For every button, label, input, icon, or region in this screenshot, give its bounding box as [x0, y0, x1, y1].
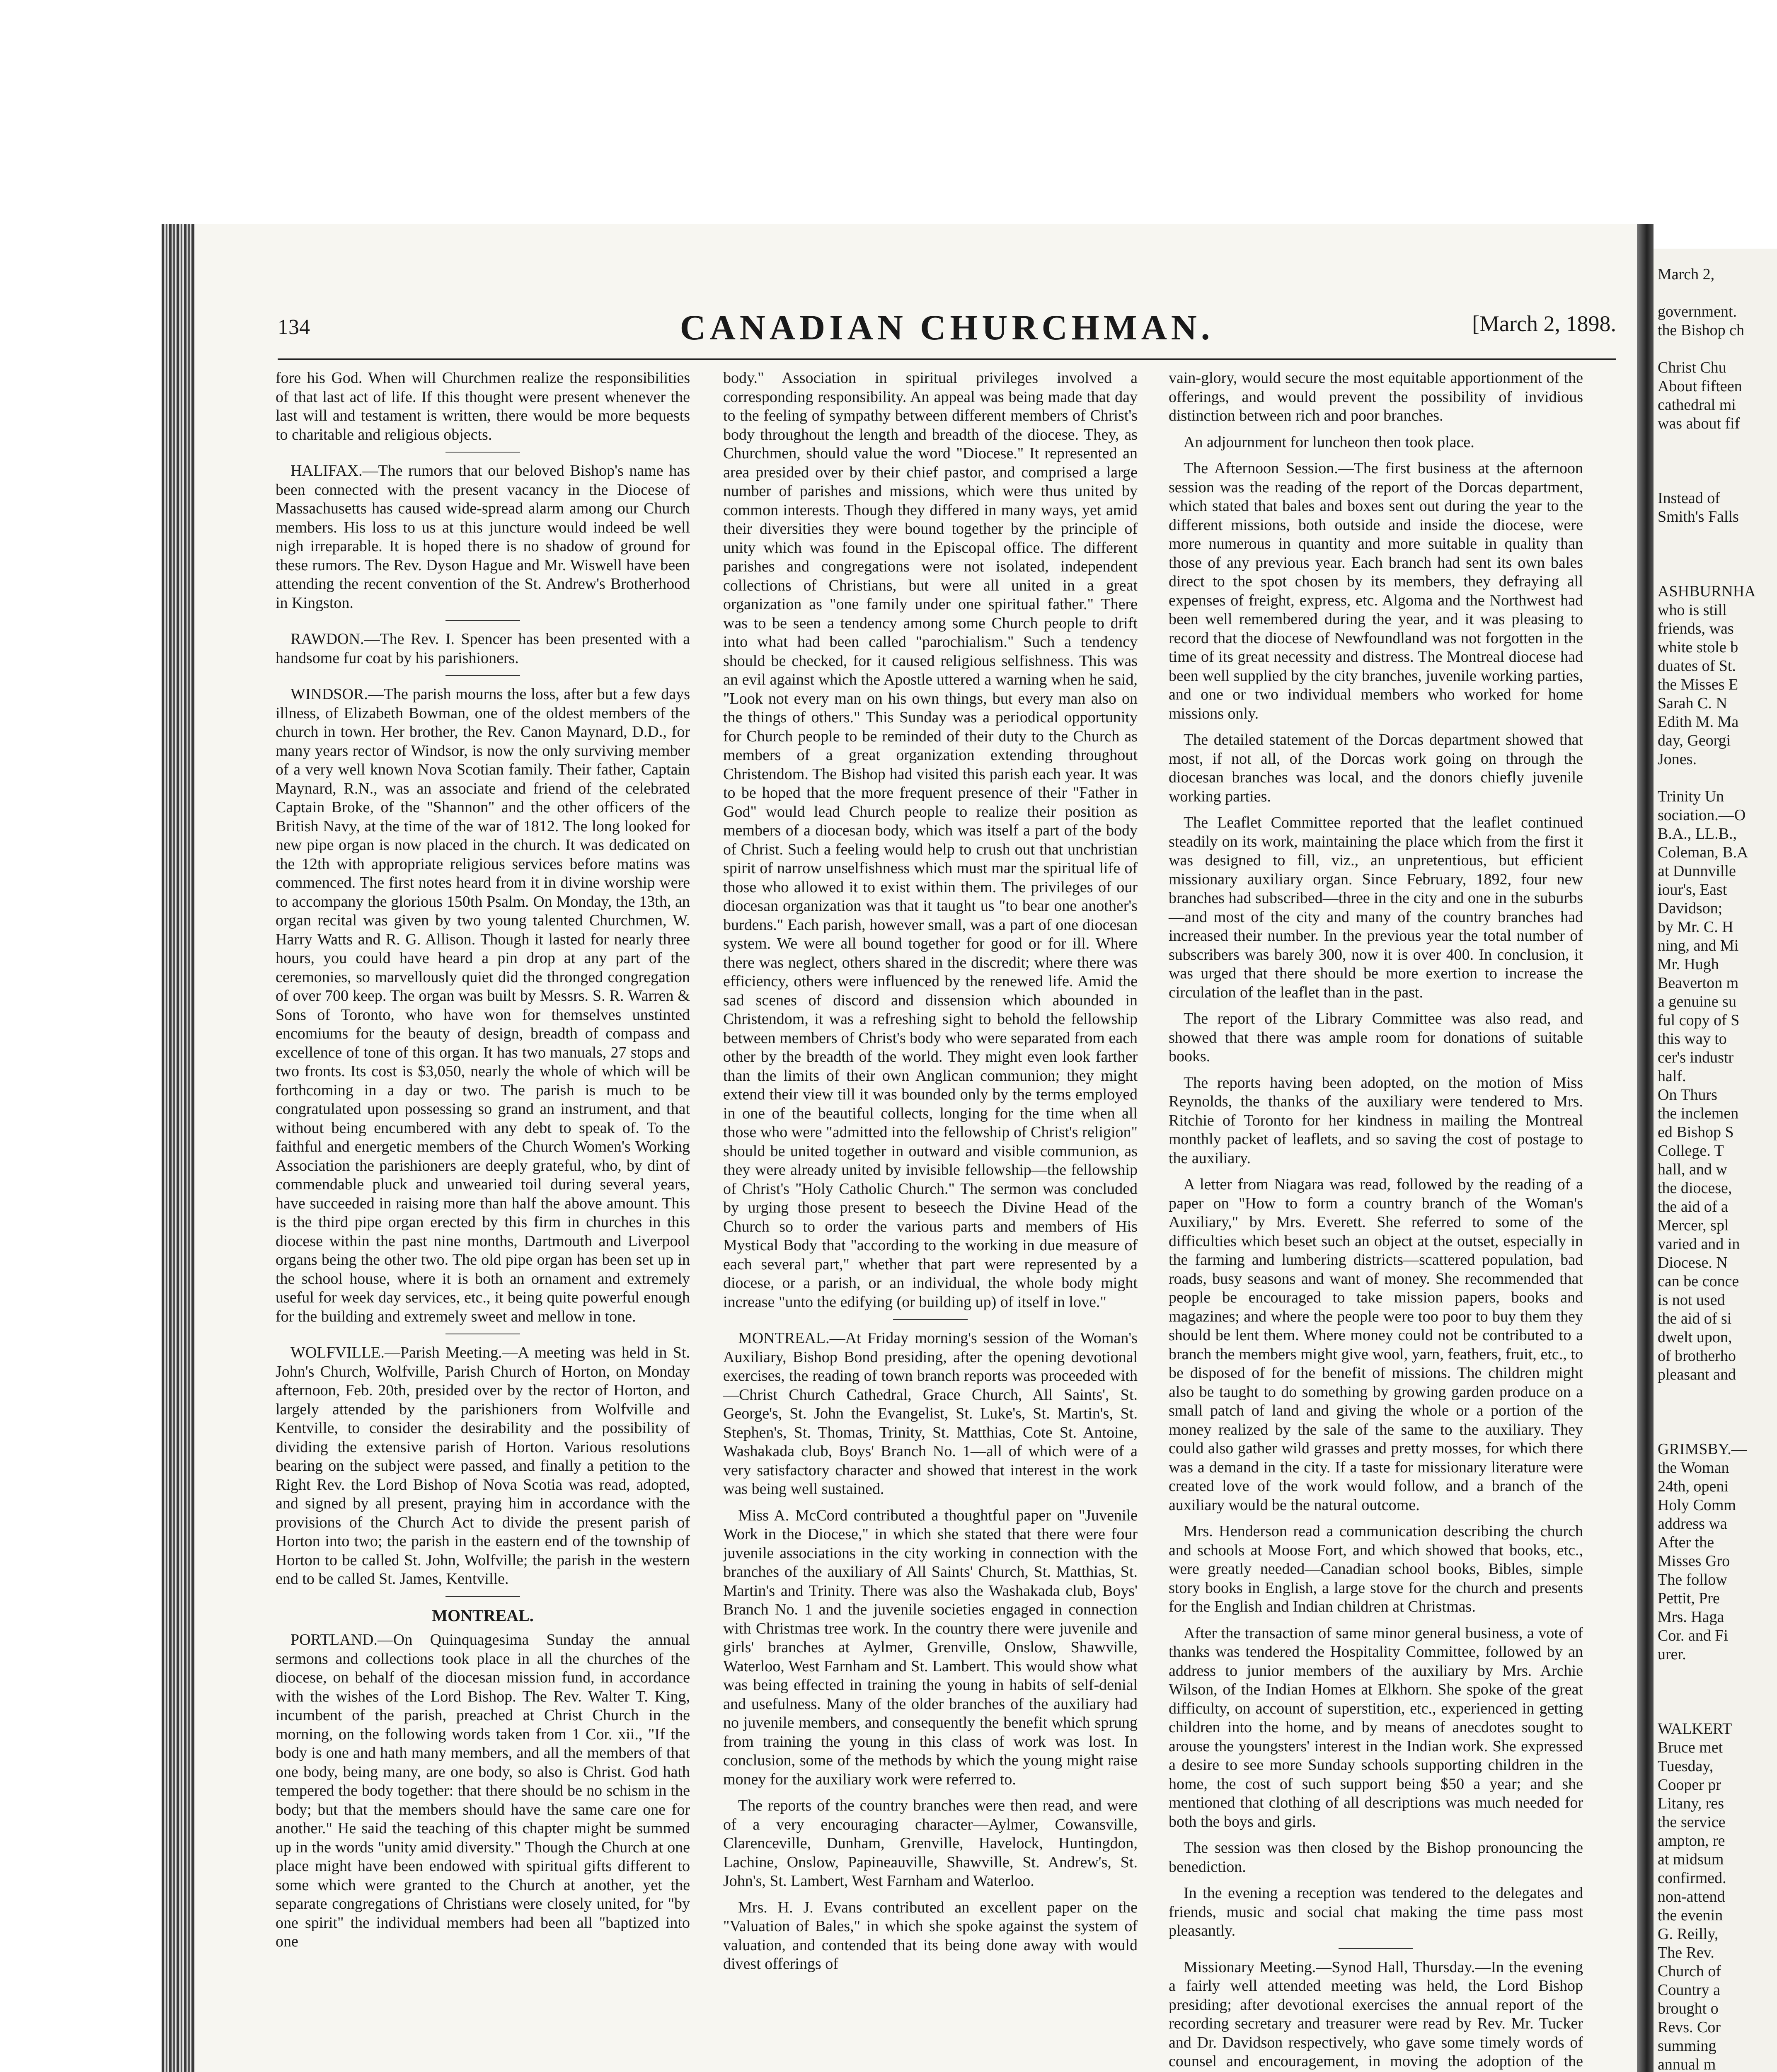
next-page-line: friends, was	[1658, 620, 1734, 637]
paragraph: HALIFAX.—The rumors that our beloved Bishop's name has been connected with the present vacancy in the Diocese of Massachusetts has caused wide-spread alarm among our Church members. His loss to us at this juncture would indeed be well nigh irreparable. It is hoped there is no shadow of ground for these rumors. The Rev. Dyson Hague and Mr. Wiswell have been attending the recent convention of the St. Andrew's Brotherhood in Kingston.	[276, 462, 690, 612]
next-page-line	[1658, 452, 1777, 470]
next-page-line: government.	[1658, 303, 1737, 320]
next-page-line: Bruce met	[1658, 1739, 1723, 1756]
next-page-line: a genuine su	[1658, 993, 1736, 1010]
next-page-line: Cooper pr	[1658, 1776, 1721, 1794]
next-page-line: Cor. and Fi	[1658, 1627, 1728, 1644]
next-page-line: half.	[1658, 1067, 1686, 1085]
divider	[445, 620, 520, 621]
next-page-line	[1658, 1664, 1777, 1682]
next-page-line: ampton, re	[1658, 1832, 1725, 1849]
next-page-line: at Dunnville	[1658, 862, 1736, 880]
next-page-line: ning, and Mi	[1658, 937, 1739, 954]
next-page-line: non-attend	[1658, 1888, 1725, 1905]
next-page-line: varied and in	[1658, 1235, 1740, 1253]
next-page-line: day, Georgi	[1658, 732, 1731, 749]
next-page-line: address wa	[1658, 1515, 1727, 1532]
next-page-line: Davidson;	[1658, 900, 1723, 917]
page-gutter-shadow	[1637, 224, 1654, 2072]
next-page-line: March 2,	[1658, 266, 1715, 283]
next-page-line: Sarah C. N	[1658, 695, 1727, 712]
paragraph: PORTLAND.—On Quinquagesima Sunday the annual sermons and collections took place in all the churches of the diocese, on behalf of the diocesan mission fund, in accordance with the wishes of the Lord Bishop. The Rev. Walter T. King, incumbent of the parish, preached at Christ Church in the morning, on the following words taken from 1 Cor. xii., "If the body is one and hath many members, and all the members of that one body, being many, are one body, so also is Christ. God hath tempered the body together: that there should be no schism in the body; but that the members should have the same care one for another." He said the teaching of this chapter might be summed up in the words "unity amid diversity." Though the Church at one place might have been endowed with spiritual gifts different to some which were granted to the Church at another, yet the separate congregations of Christians were closely united, for "by one spirit" the individual members had been all "baptized into one	[276, 1631, 690, 1950]
next-page-line: confirmed.	[1658, 1869, 1726, 1887]
book-binding	[162, 224, 195, 2072]
next-page-fragment	[1654, 249, 1777, 2072]
next-page-line	[1658, 1421, 1777, 1440]
next-page-line: Misses Gro	[1658, 1552, 1730, 1570]
paragraph: vain-glory, would secure the most equitable apportionment of the offerings, and would prevent the possibility of invidious distinction between rich and poor branches.	[1169, 369, 1583, 424]
next-page-line: 24th, openi	[1658, 1478, 1729, 1495]
next-page-line: Smith's Falls	[1658, 508, 1739, 525]
next-page-line: the inclemen	[1658, 1105, 1739, 1122]
next-page-line	[1658, 1701, 1777, 1720]
next-page-line: Coleman, B.A	[1658, 844, 1748, 861]
next-page-line: summing	[1658, 2037, 1716, 2055]
paragraph: Mrs. H. J. Evans contributed an excellent paper on the "Valuation of Bales," in which she spoke against the system of valuation, and contended that its being done away with would divest offerings of	[723, 1898, 1138, 1973]
paragraph: fore his God. When will Churchmen realize the responsibilities of that last act of life. If this thought were present whenever the last will and testament is written, there would be more bequests to charitable and religious objects.	[276, 369, 690, 443]
next-page-line: by Mr. C. H	[1658, 918, 1733, 936]
paragraph: Miss A. McCord contributed a thoughtful paper on "Juvenile Work in the Diocese," in which she stated that there were four juvenile associations in the city working in connection with the branches of the auxiliary of All Saints' Church, St. Matthias, St. Martin's and Trinity. There was also the Washakada club, Boys' Branch No. 1 and the juvenile societies engaged in connection with Christmas tree work. In the country there were juvenile and girls' branches at Aylmer, Grenville, Onslow, Shawville, Waterloo, West Farnham and St. Lambert. This would show what was being effected in training the young in habits of self-denial and usefulness. Many of the older branches of the auxiliary had no juvenile members, and consequently the benefit which sprung from training the young in this class of work was lost. In conclusion, some of the methods by which the young might raise money for the auxiliary work were referred to.	[723, 1506, 1138, 1788]
paragraph: WOLFVILLE.—Parish Meeting.—A meeting was held in St. John's Church, Wolfville, Parish Church of Horton, on Monday afternoon, Feb. 20th, presided over by the rector of Horton, and largely attended by the parishioners from Wolfville and Kentville, to consider the desirability and the possibility of dividing the extensive parish of Horton. Various resolutions bearing on the subject were passed, and finally a petition to the Right Rev. the Lord Bishop of Nova Scotia was read, adopted, and signed by all present, praying him in accordance with the provisions of the Church Act to divide the present parish of Horton into two; the parish in the eastern end of the township of Horton to be called St. John, Wolfville; the parish in the western end to be called St. James, Kentville.	[276, 1344, 690, 1588]
next-page-line	[1658, 433, 1777, 452]
next-page-line: ful copy of S	[1658, 1012, 1740, 1029]
next-page-line: can be conce	[1658, 1273, 1739, 1290]
divider	[893, 1319, 968, 1320]
page-number: 134	[278, 315, 310, 339]
next-page-line: Country a	[1658, 1981, 1720, 1999]
paragraph: The session was then closed by the Bishop pronouncing the benediction.	[1169, 1839, 1583, 1876]
next-page-line: Trinity Un	[1658, 788, 1724, 805]
next-page-line: Pettit, Pre	[1658, 1590, 1720, 1607]
next-page-line: Church of	[1658, 1963, 1721, 1980]
next-page-line: the diocese,	[1658, 1179, 1732, 1197]
next-page-line: dwelt upon,	[1658, 1329, 1732, 1346]
next-page-line: this way to	[1658, 1030, 1727, 1048]
next-page-line: iour's, East	[1658, 881, 1727, 898]
next-page-line: pleasant and	[1658, 1366, 1736, 1383]
paragraph: The reports having been adopted, on the motion of Miss Reynolds, the thanks of the auxiliary were tendered to Mrs. Ritchie of Toronto for her kindness in mailing the Montreal monthly packet of leaflets, and so saving the cost of postage to the auxiliary.	[1169, 1074, 1583, 1167]
next-page-line: was about fif	[1658, 415, 1740, 432]
next-page-line: Christ Chu	[1658, 359, 1726, 376]
next-page-line: The Rev.	[1658, 1944, 1714, 1961]
next-page-text	[1658, 265, 1777, 2072]
header-rule	[278, 358, 1616, 360]
next-page-line: Diocese. N	[1658, 1254, 1728, 1271]
next-page-line	[1658, 545, 1777, 564]
section-heading: MONTREAL.	[432, 1606, 534, 1625]
paragraph: body." Association in spiritual privileges involved a corresponding responsibility. An appeal was being made that day to the feeling of sympathy between different members of Christ's body throughout the length and breadth of the diocese. They, as Churchmen, should value the word "Diocese." It represented an area presided over by their chief pastor, and comprised a large number of parishes and missions, which were thus united by common interests. Though they differed in many ways, yet amid their diversities they were bound together by the principle of unity which was found in the Episcopal office. The different parishes and congregations were not isolated, independent collections of Christians, but were all united in a great organization as "one family under one spiritual father." There was to be seen a tendency among some Church people to drift into what had been called "parochialism." Such a tendency should be checked, for it caused religious selfishness. This was an evil against which the Apostle uttered a warning when he said, "Look not every man on his own things, but every man also on the things of others." This Sunday was a periodical opportunity for Church people to be reminded of their duty to the Church as members of a great organization extending throughout Christendom. The Bishop had visited this parish each year. It was to be hoped that the more frequent presence of their "Father in God" would lead Church people to realize their position as members of a diocesan body, which was itself a part of the body of Christ. Such a feeling would help to crush out that unchristian spirit of narrow unselfishness which must mar the spiritual life of those who allowed it to exist within them. The privileges of our diocesan organization was that it taught us "to bear one another's burdens." Each parish, however small, was a part of one diocesan system. We were all bound together for good or for ill. Where there was neglect, others shared in the discredit; where there was efficiency, others were influenced by the renewed life. Amid the sad scenes of discord and dissension which abounded in Christendom, it was a refreshing sight to behold the fellowship between members of Christ's body who were separated from each other by the breadth of the world. They might even look farther than the limits of their own Anglican communion; they might extend their view till it was bounded only by the terms employed in one of the beautiful collects, longing for the time when all those who were "admitted into the fellowship of Christ's religion" should be united together in outward and visible communion, as they were already united by invisible fellowship—the fellowship of Christ's "Holy Catholic Church." The sermon was concluded by urging those present to beseech the Divine Head of the Church so to order the various parts and members of His Mystical Body that "according to the working in due measure of each several part," whether that part were represented by a diocese, or a parish, or an individual, the whole body might increase "unto the edifying (or building up) of itself in love."	[723, 369, 1138, 1311]
header-date: [March 2, 1898.	[1472, 311, 1616, 336]
paragraph: An adjournment for luncheon then took place.	[1184, 433, 1474, 451]
column-2	[723, 369, 1138, 1981]
next-page-line	[1658, 340, 1777, 358]
next-page-line: ed Bishop S	[1658, 1123, 1734, 1141]
next-page-line: the Woman	[1658, 1459, 1729, 1477]
next-page-line: WALKERT	[1658, 1720, 1732, 1738]
next-page-line	[1658, 769, 1777, 787]
next-page-line: ASHBURNHA	[1658, 583, 1756, 600]
paragraph: The report of the Library Committee was also read, and showed that there was ample room for donations of suitable books.	[1169, 1010, 1583, 1065]
next-page-line: Instead of	[1658, 489, 1720, 507]
next-page-line: who is still	[1658, 601, 1727, 619]
next-page-line: white stole b	[1658, 639, 1738, 656]
paragraph: The reports of the country branches were then read, and were of a very encouraging character—Aylmer, Cowansville, Clarenceville, Dunham, Grenville, Havelock, Huntingdon, Lachine, Onslow, Papineauville, Shawville, St. Andrew's, St. John's, St. Lambert, West Farnham and Waterloo.	[723, 1797, 1138, 1890]
column-3	[1169, 369, 1583, 2072]
next-page-line: cer's industr	[1658, 1049, 1734, 1066]
next-page-line: Mercer, spl	[1658, 1217, 1729, 1234]
next-page-line: Edith M. Ma	[1658, 713, 1739, 731]
next-page-line: Tuesday,	[1658, 1757, 1714, 1775]
next-page-line: GRIMSBY.—	[1658, 1440, 1747, 1458]
next-page-line: College. T	[1658, 1142, 1724, 1159]
paragraph: The Afternoon Session.—The first business at the afternoon session was the reading of the report of the Dorcas department, which stated that bales and boxes sent out during the year to the different missions, both outside and inside the diocese, were more numerous in quantity and more suitable in quality than those of any previous year. Each branch had sent its own bales direct to the spot chosen by its members, they defraying all expenses of freight, express, etc. Algoma and the Northwest had been well remembered during the year, and it was pleasing to record that the diocese of Newfoundland was not forgotten in the time of its great necessity and distress. The Montreal diocese had been well supplied by the city branches, juvenile working parties, and one or two individual members who worked for home missions only.	[1169, 460, 1583, 722]
paragraph: MONTREAL.—At Friday morning's session of the Woman's Auxiliary, Bishop Bond presiding, after the opening devotional exercises, the reading of town branch reports was proceeded with—Christ Church Cathedral, Grace Church, All Saints', St. George's, St. John the Evangelist, St. Luke's, St. Martin's, St. Stephen's, St. Thomas, Trinity, St. Matthias, Cote St. Antoine, Washakada club, Boys' Branch No. 1—all of which were of a very satisfactory character and showed that interest in the work was being well sustained.	[723, 1329, 1138, 1498]
next-page-line: B.A., LL.B.,	[1658, 825, 1737, 842]
paragraph: RAWDON.—The Rev. I. Spencer has been presented with a handsome fur coat by his parishioners.	[276, 630, 690, 667]
paragraph: In the evening a reception was tendered to the delegates and friends, music and social chat making the time pass most pleasantly.	[1169, 1884, 1583, 1939]
next-page-line	[1658, 526, 1777, 545]
next-page-line: G. Reilly,	[1658, 1925, 1719, 1943]
masthead-title: CANADIAN CHURCHMAN.	[680, 307, 1214, 347]
next-page-line: of brotherho	[1658, 1347, 1736, 1365]
next-page-line: Mr. Hugh	[1658, 956, 1719, 973]
next-page-line	[1658, 470, 1777, 489]
next-page-line: sociation.—O	[1658, 806, 1746, 824]
next-page-line: hall, and w	[1658, 1161, 1727, 1178]
next-page-line: the aid of si	[1658, 1310, 1732, 1327]
divider	[445, 452, 520, 453]
next-page-line: duates of St.	[1658, 657, 1736, 675]
next-page-line	[1658, 1384, 1777, 1403]
next-page-line: Litany, res	[1658, 1795, 1724, 1812]
divider	[1339, 1948, 1413, 1949]
paragraph: A letter from Niagara was read, followed by the reading of a paper on "How to form a country branch of the Woman's Auxiliary," by Mrs. Everett. She referred to some of the difficulties which beset such an object at the outset, especially in the farming and lumbering districts—scattered population, bad roads, busy seasons and want of money. She recommended that people be encouraged to take mission papers, books and magazines; and where the people were too poor to buy them they should be lent them. Where money could not be contributed to a branch the members might give wool, yarn, feathers, fruit, etc., to be disposed of for the benefit of missions. The children might also be taught to do something by growing garden produce on a small patch of land and giving the whole or a portion of the money realized by the sale of the same to the auxiliary. They could also gather wild grasses and pretty mosses, for which there was a demand in the city. If a taste for missionary literature were created love of the work would follow, and a branch of the auxiliary would be the natural outcome.	[1169, 1176, 1583, 1514]
next-page-line: cathedral mi	[1658, 396, 1736, 414]
paragraph: Missionary Meeting.—Synod Hall, Thursday.—In the evening a fairly well attended meeting was held, the Lord Bishop presiding; after devotional exercises the annual report of the recording secretary and treasurer were read by Rev. Mr. Tucker and Dr. Davidson respectively, who gave some timely words of counsel and encouragement, in moving the adoption of the	[1169, 1958, 1583, 2070]
next-page-line: Revs. Cor	[1658, 2019, 1721, 2036]
next-page-line: Beaverton m	[1658, 974, 1739, 992]
divider	[445, 1596, 520, 1597]
next-page-line	[1658, 564, 1777, 582]
next-page-line: The follow	[1658, 1571, 1727, 1588]
next-page-line: the aid of a	[1658, 1198, 1728, 1215]
next-page-line	[1658, 1403, 1777, 1421]
next-page-line: the Bishop ch	[1658, 322, 1744, 339]
paragraph: The detailed statement of the Dorcas department showed that most, if not all, of the Dorcas work going on through the diocesan branches was local, and the donors chiefly juvenile working parties.	[1169, 731, 1583, 805]
page-header	[278, 307, 1616, 352]
paragraph: The Leaflet Committee reported that the leaflet continued steadily on its work, maintaining the place which from the first it was designed to fill, viz., an unpretentious, but efficient missionary auxiliary organ. Since February, 1892, four new branches had subscribed—three in the city and one in the suburbs—and most of the city and many of the country branches had increased their number. In the previous year the total number of subscribers was barely 300, now it is over 400. In conclusion, it was urged that there should be more exertion to increase the circulation of the leaflet than in the past.	[1169, 814, 1583, 1001]
next-page-line: at midsum	[1658, 1851, 1724, 1868]
next-page-line: brought o	[1658, 2000, 1719, 2017]
next-page-line: the Misses E	[1658, 676, 1738, 693]
next-page-line: urer.	[1658, 1646, 1686, 1663]
next-page-line	[1658, 1682, 1777, 1701]
next-page-line: the evenin	[1658, 1907, 1723, 1924]
next-page-line: After the	[1658, 1534, 1714, 1551]
next-page-line: Holy Comm	[1658, 1496, 1736, 1514]
paragraph: Mrs. Henderson read a communication describing the church and schools at Moose Fort, and which showed that books, etc., were greatly needed—Canadian school books, Bibles, simple story books in English, a large stove for the church and presents for the English and Indian children at Christmas.	[1169, 1523, 1583, 1615]
next-page-line: On Thurs	[1658, 1086, 1717, 1104]
divider	[445, 675, 520, 676]
next-page-line: is not used	[1658, 1291, 1725, 1309]
paragraph: WINDSOR.—The parish mourns the loss, after but a few days illness, of Elizabeth Bowman, one of the oldest members of the church in town. Her brother, the Rev. Canon Maynard, D.D., for many years rector of Windsor, is now the only surviving member of a very well known Nova Scotian family. Their father, Captain Maynard, R.N., was an associate and friend of the celebrated Captain Broke, of the "Shannon" and the other officers of the British Navy, at the time of the war of 1812. The long looked for new pipe organ is now placed in the church. It was dedicated on the 12th with appropriate religious services before matins was commenced. The first notes heard from it in divine worship were to accompany the glorious 150th Psalm. On Monday, the 13th, an organ recital was given by two young talented Churchmen, W. Harry Watts and R. G. Allison. Though it lasted for nearly three hours, you could have heard a pin drop at any part of the ceremonies, so marvellously quiet did the thronged congregation of over 700 keep. The organ was built by Messrs. S. R. Warren & Sons of Toronto, who have won for themselves unstinted encomiums for the beauty of design, breadth of compass and excellence of tone of this organ. It has two manuals, 27 stops and two fronts. Its cost is $3,050, nearly the whole of which will be forthcoming in a day or two. The parish is much to be congratulated upon possessing so grand an instrument, and that without being encumbered with any debt to speak of. To the faithful and energetic members of the Church Women's Working Association the parishioners are deeply grateful, who, by dint of commendable pluck and unwearied toil during several years, have succeeded in raising more than half the above amount. This is the third pipe organ erected by this firm in churches in this diocese within the past nine months, Dartmouth and Liverpool organs being the other two. The old pipe organ has been set up in the school house, where it is both an ornament and extremely useful for week day services, etc., it being quite powerful enough for the building and extremely sweet and mellow in tone.	[276, 685, 690, 1325]
next-page-line	[1658, 284, 1777, 303]
next-page-line: Jones.	[1658, 750, 1697, 768]
next-page-line: Mrs. Haga	[1658, 1608, 1724, 1626]
paragraph: After the transaction of same minor general business, a vote of thanks was tendered the Hospitality Committee, followed by an address to junior members of the auxiliary by Mrs. Archie Wilson, of the Indian Homes at Elkhorn. She spoke of the great difficulty, on account of superstition, etc., experienced in getting children into the home, and by means of anecdotes sought to arouse the youngsters' interest in the Indian work. She expressed a desire to see more Sunday schools supporting children in the home, the cost of such support being $50 a year; and she mentioned that clothing of all descriptions was much needed for both the boys and girls.	[1169, 1624, 1583, 1830]
column-1	[276, 369, 690, 1959]
next-page-line: annual m	[1658, 2056, 1716, 2072]
next-page-line: the service	[1658, 1813, 1726, 1831]
next-page-line: About fifteen	[1658, 378, 1742, 395]
